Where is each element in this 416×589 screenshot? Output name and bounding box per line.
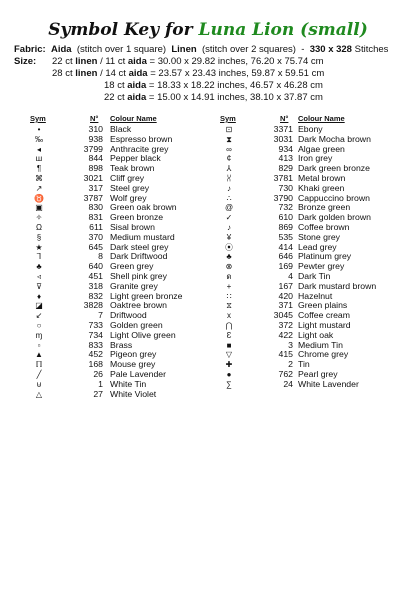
number-cell: 3787 [83,192,103,203]
number-cell: 413 [278,153,293,164]
symbol-cell: ▲ [35,350,43,360]
symbol-cell: ◃ [36,271,41,281]
colour-name-cell: Sisal brown [110,221,155,232]
colour-name-cell: Cliff grey [110,172,145,183]
number-cell: 730 [278,182,293,193]
symbol-table-left [30,114,210,399]
colour-name-cell: Pewter grey [298,261,345,272]
number-cell: 420 [278,290,293,301]
colour-name-cell: White Violet [110,388,157,399]
number-cell: 844 [88,153,103,164]
symbol-cell: @ [224,203,234,213]
number-cell: 898 [88,163,103,174]
number-cell: 452 [88,349,103,360]
symbol-cell: ▽ [225,350,233,360]
symbol-cell: ⧗ [226,134,232,144]
number-cell: 168 [88,359,103,370]
symbol-cell: ▣ [35,203,43,213]
symbol-cell: ∷ [226,291,232,301]
colour-name-cell: Dark Driftwood [110,251,168,262]
colour-name-cell: Cappuccino brown [298,192,370,203]
colour-name-cell: Light Olive green [110,329,176,340]
colour-name-cell: Bronze green [298,202,351,213]
number-cell: 370 [88,231,103,242]
number-cell: 833 [88,339,103,350]
colour-name-cell: Pepper black [110,153,161,164]
symbol-cell: ♪ [227,183,231,193]
number-cell: 451 [88,270,103,281]
symbol-cell: ◂ [36,144,41,154]
symbol-cell: ★ [35,242,43,252]
symbol-cell: ♉ [34,193,44,203]
symbol-cell: Ɛ [226,330,232,340]
number-cell: 414 [278,241,293,252]
colour-name-cell: Coffee brown [298,221,350,232]
number-cell: 167 [278,280,293,291]
number-cell: 372 [278,319,293,330]
colour-name-cell: Granite grey [110,280,158,291]
colour-name-cell: Steel grey [110,182,150,193]
number-cell: 318 [88,280,103,291]
number-cell: 317 [88,182,103,193]
colour-name-cell: Green oak brown [110,202,177,213]
symbol-cell: ↗ [35,183,43,193]
symbol-cell: ด [226,271,232,281]
symbol-cell: ¶ [36,164,42,174]
number-cell: 3021 [83,172,103,183]
title-prefix: Symbol Key for [48,20,193,40]
symbol-cell: ⅄ [226,164,232,174]
symbol-cell: ⊗ [225,262,233,272]
symbol-cell: ш [35,154,43,164]
colour-name-cell: Anthracite grey [110,143,169,154]
size-row: 22 ct linen / 11 ct aida = 30.00 x 29.82 inches, 76.20 x 75.74 cm [52,56,324,67]
number-cell: 3 [288,339,293,350]
colour-name-cell: Golden green [110,319,163,330]
symbol-cell: ⩆ [227,173,231,183]
colour-name-cell: Metal brown [298,172,346,183]
number-cell: 3790 [273,192,293,203]
colour-name-cell: Green grey [110,261,154,272]
colour-name-cell: Pearl grey [298,368,338,379]
colour-name-cell: Iron grey [298,153,333,164]
number-cell: 3828 [83,300,103,311]
symbol-cell: ∴ [226,193,232,203]
colour-name-cell: Lead grey [298,241,337,252]
symbol-cell: ⊍ [36,379,42,389]
symbol-cell: ⌘ [35,173,43,183]
number-cell: 830 [88,202,103,213]
number-cell: 24 [283,378,293,389]
number-cell: 732 [278,202,293,213]
colour-name-cell: Medium mustard [110,231,175,242]
symbol-cell: ● [226,369,232,379]
symbol-cell: △ [35,389,43,399]
colour-name-cell: Black [110,124,132,134]
colour-name-cell: Stone grey [298,231,341,242]
number-cell: 640 [88,261,103,272]
symbol-cell: ⊽ [36,281,42,291]
colour-name-cell: Espresso brown [110,133,173,144]
number-cell: 415 [278,349,293,360]
colour-name-cell: Dark green bronze [298,163,370,174]
symbol-cell: ♦ [36,291,42,301]
number-cell: 27 [93,388,103,399]
number-cell: 535 [278,231,293,242]
symbol-cell: ⊡ [225,125,233,134]
number-cell: 1 [98,378,103,389]
symbol-cell: ○ [36,320,42,330]
number-cell: 4 [288,270,293,281]
symbol-cell: § [36,232,42,242]
number-cell: 611 [89,221,103,232]
symbol-cell: ✓ [225,213,233,223]
colour-name-cell: Khaki green [298,182,345,193]
number-cell: 3781 [273,172,293,183]
size-row: 28 ct linen / 14 ct aida = 23.57 x 23.43 inches, 59.87 x 59.51 cm [52,68,325,79]
symbol-cell: ℿ [35,360,43,370]
number-cell: 733 [88,319,103,330]
colour-name-cell: Algae green [298,143,345,154]
symbol-cell: Ω [36,222,42,232]
number-cell: 310 [88,124,103,134]
number-cell: 26 [93,368,103,379]
symbol-cell: ∞ [226,144,232,154]
number-cell: 3371 [273,124,293,134]
colour-name-cell: Tin [298,359,310,370]
symbol-cell: ╱ [36,369,42,379]
colour-name-cell: Light green bronze [110,290,183,301]
colour-name-cell: Pale Lavender [110,368,167,379]
colour-name-cell: Hazelnut [298,290,333,301]
colour-name-cell: Shell pink grey [110,270,167,281]
colour-name-cell: White Tin [110,378,147,389]
number-cell: 938 [88,133,103,144]
symbol-table-right [220,114,400,390]
number-cell: 169 [278,261,293,272]
symbol-cell: ↙ [35,311,43,321]
symbol-cell: ¥ [226,232,232,242]
symbol-cell: ¢ [226,154,232,164]
colour-name-cell: Wolf grey [110,192,147,203]
number-cell: 7 [98,310,103,321]
symbol-cell: ♣ [226,252,232,262]
number-cell: 646 [278,251,293,262]
colour-name-cell: Light mustard [298,319,351,330]
number-cell: 934 [278,143,293,154]
title-pattern-name: Luna Lion (small) [198,20,368,40]
colour-name-cell: Medium Tin [298,339,343,350]
colour-name-cell: Pigeon grey [110,349,157,360]
symbol-cell: • [37,125,41,134]
symbol-cell: x [227,311,231,321]
colour-name-cell: Brass [110,339,133,350]
colour-name-cell: Platinum grey [298,251,352,262]
table-header: Sym N° Colour Name [220,114,345,123]
symbol-cell: ɱ [35,330,43,340]
number-cell: 645 [88,241,103,252]
symbol-cell: ♣ [36,262,42,272]
colour-name-cell: Green bronze [110,212,164,223]
symbol-cell: ✚ [225,360,233,370]
symbol-cell: ⋂ [225,320,233,330]
number-cell: 8 [98,251,103,262]
colour-name-cell: White Lavender [298,378,359,389]
number-cell: 832 [88,290,103,301]
number-cell: 610 [278,212,293,223]
symbol-cell: ⅂ [36,252,42,262]
symbol-cell: ◪ [35,301,43,311]
symbol-cell: ‰ [35,134,43,144]
page-title [0,20,416,40]
colour-name-cell: Mouse grey [110,359,156,370]
number-cell: 762 [278,368,293,379]
number-cell: 3045 [273,310,293,321]
number-cell: 869 [278,221,293,232]
symbol-cell: + [226,281,232,291]
symbol-cell: ∑ [226,379,232,389]
symbol-cell: ✧ [35,213,43,223]
colour-name-cell: Teak brown [110,163,155,174]
number-cell: 829 [278,163,293,174]
colour-name-cell: Dark Mocha brown [298,133,371,144]
colour-name-cell: Dark Tin [298,270,331,281]
symbol-cell: ▫ [37,340,41,350]
number-cell: 371 [278,300,293,311]
colour-name-cell: Light oak [298,329,334,340]
size-row: 22 ct aida = 15.00 x 14.91 inches, 38.10 x 37.87 cm [104,92,323,103]
colour-name-cell: Dark mustard brown [298,280,377,291]
symbol-cell: ⧖ [226,301,232,311]
table-row [220,350,400,360]
size-label: Size: [14,56,37,67]
symbol-cell: ♪ [227,222,231,232]
colour-name-cell: Dark steel grey [110,241,169,252]
colour-name-cell: Coffee cream [298,310,350,321]
colour-name-cell: Oaktree brown [110,300,167,311]
size-row: 18 ct aida = 18.33 x 18.22 inches, 46.57 x 46.28 cm [104,80,323,91]
symbol-cell: ■ [226,340,232,350]
number-cell: 2 [288,359,293,370]
colour-name-cell: Dark golden brown [298,212,371,223]
symbol-cell: ⦿ [225,242,233,252]
number-cell: 734 [88,329,103,340]
colour-name-cell: Ebony [298,124,323,134]
colour-name-cell: Driftwood [110,310,147,321]
table-header: Sym N° Colour Name [30,114,157,123]
number-cell: 422 [278,329,293,340]
number-cell: 831 [88,212,103,223]
number-cell: 3031 [273,133,293,144]
table-row [220,380,400,390]
number-cell: 3799 [83,143,103,154]
colour-name-cell: Green plains [298,300,348,311]
table-row [30,390,210,400]
colour-name-cell: Chrome grey [298,349,349,360]
fabric-line: Fabric: Aida (stitch over 1 square) Linen (stitch over 2 squares) - 330 x 328 Stitches [14,44,389,55]
